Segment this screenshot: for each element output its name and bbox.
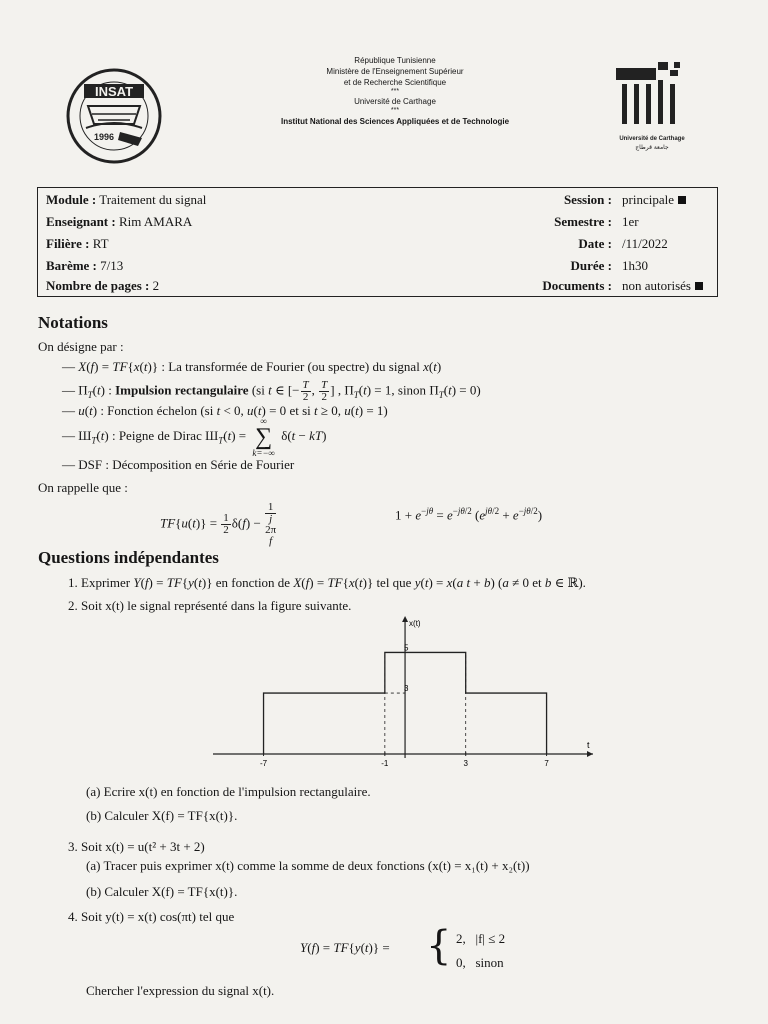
- notations-title: Notations: [38, 313, 108, 332]
- question-2a: (a) Ecrire x(t) en fonction de l'impulsion rectangulaire.: [86, 784, 371, 799]
- documents-row: [38, 277, 717, 295]
- question-4: 4. Soit y(t) = x(t) cos(πt) tel que: [68, 909, 235, 924]
- y-tick-label: 3: [404, 684, 409, 694]
- module-label: Module :: [46, 192, 97, 207]
- header-stars-2: ***: [390, 107, 400, 114]
- notation-fourier-text: : La transformée de Fourier (ou spectre) du signal: [161, 359, 420, 374]
- formula-euler: $1 + e^{-j\theta} = e^{-j\theta/2}$ $(e^{j\theta/2} + e^{-j\theta/2})$: [395, 506, 543, 523]
- notation-rect-text: (si: [251, 382, 265, 398]
- y-tick-label: 5: [404, 643, 409, 653]
- module-value: Traitement du signal: [99, 192, 207, 207]
- semestre-label: Semestre :: [554, 214, 612, 229]
- case-1-condition: |f| ≤ 2: [475, 931, 506, 946]
- date-row: [38, 235, 717, 253]
- institution-header: [200, 55, 590, 127]
- notation-item-comb: — $Ш_T(t)$ : Peigne de Dirac $Ш_T(t)$ = ∞ ∑ k=−∞ δ(t − kT): [62, 416, 327, 458]
- question-3b: (b) Calculer X(f) = TF{x(t)}.: [86, 884, 238, 899]
- case-2-value: 0,: [456, 955, 466, 970]
- date-label: Date :: [578, 236, 612, 251]
- notation-item-rect: — $\Pi_T(t)$ : Impulsion rectangulaire (si t ∈ [− $\frac{T}{2}$ , $\frac{T}{2}$ ] , $\Pi_T(t) = 1$, sinon $\Pi_T(t) = 0$): [62, 379, 481, 403]
- question-2b: (b) Calculer X(f) = TF{x(t)}.: [86, 808, 238, 823]
- notation-rect-sinon: sinon: [397, 382, 427, 398]
- x-tick-label: 3: [463, 759, 468, 768]
- bareme-value: 7/13: [100, 258, 124, 273]
- x-axis-arrow-icon: [587, 751, 593, 757]
- x-tick-label: -1: [381, 759, 389, 768]
- filiere-label: Filière :: [46, 236, 90, 251]
- notation-comb-text: : Peigne de Dirac: [111, 427, 202, 443]
- questions-title: Questions indépendantes: [38, 548, 219, 567]
- bareme-label: Barème :: [46, 258, 97, 273]
- semestre-value: 1er: [622, 214, 639, 229]
- case-1: [456, 931, 505, 947]
- q1-text-c: tel que: [376, 575, 412, 590]
- teacher-label: Enseignant :: [46, 214, 116, 229]
- pages-value: 2: [152, 278, 160, 293]
- teacher-value: Rim AMARA: [118, 214, 193, 229]
- question-3: 3. Soit x(t) = u(t² + 3t + 2): [68, 839, 205, 854]
- notation-item-fourier: — X(f) = TF{x(t)} : La transformée de Fourier (ou spectre) du signal x(t): [62, 359, 442, 374]
- y-axis-label: x(t): [409, 619, 421, 628]
- header-line-4: Université de Carthage: [354, 97, 436, 106]
- case-2: [456, 955, 504, 971]
- notation-item-step: — u(t) : Fonction échelon (si t < 0, u(t) = 0 et si t ≥ 0, u(t) = 1): [62, 403, 388, 418]
- brace-symbol: {: [426, 923, 452, 969]
- notation-rect-bold: Impulsion rectangulaire: [115, 382, 249, 398]
- logo-caption: Université de Carthage: [619, 136, 685, 142]
- header-line-1: République Tunisienne: [354, 56, 436, 65]
- q1-text-a: 1. Exprimer: [68, 575, 131, 590]
- filled-square-icon: [695, 282, 703, 290]
- notation-step-text: : Fonction échelon (si: [100, 403, 214, 418]
- case-2-condition: sinon: [475, 955, 504, 970]
- question-1: 1. Exprimer Y(f) = TF{y(t)} en fonction de X(f) = TF{x(t)} tel que y(t) = x(a t + b) (a ≠ 0 et b ∈ ℝ).: [68, 575, 586, 590]
- session-label: Session :: [563, 192, 612, 207]
- session-row: [38, 191, 717, 209]
- duree-value: 1h30: [622, 258, 648, 273]
- insat-logo: [64, 66, 164, 166]
- carthage-university-logo: [612, 60, 692, 156]
- case-1-value: 2,: [456, 931, 466, 946]
- filled-square-icon: [678, 196, 686, 204]
- semestre-row: [38, 213, 717, 231]
- duree-row: [38, 257, 717, 275]
- notation-step-and: et si: [289, 403, 311, 418]
- exam-info-box: [37, 187, 718, 297]
- formula-y-spectrum: Y(f) = TF{y(t)} =: [300, 940, 390, 955]
- documents-label: Documents :: [542, 278, 612, 293]
- filiere-value: RT: [92, 236, 109, 251]
- logo-caption-arabic: جامعة قرطاج: [635, 144, 669, 151]
- duree-label: Durée :: [570, 258, 612, 273]
- x-axis-label: t: [587, 740, 590, 750]
- header-line-3: et de Recherche Scientifique: [343, 78, 447, 87]
- signal-plot: [205, 614, 595, 774]
- question-3a: (a) Tracer puis exprimer x(t) comme la somme de deux fonctions (x(t) = x₁(t) + x₂(t)): [86, 858, 530, 873]
- question-4-end: Chercher l'expression du signal x(t).: [86, 983, 275, 998]
- formula-tf-step: TF{u(t)} = $\frac{1}{2}$ δ(f) − 1 j 2π f: [160, 501, 277, 547]
- header-line-2: Ministère de l'Enseignement Supérieur: [326, 67, 464, 76]
- logo-year: 1996: [93, 132, 115, 142]
- documents-value: non autorisés: [622, 278, 691, 293]
- x-tick-label: 7: [544, 759, 549, 768]
- recall-intro: On rappelle que :: [38, 480, 128, 495]
- q1-text-d: et: [532, 575, 542, 590]
- notation-item-dsf: — DSF : Décomposition en Série de Fourier: [62, 457, 295, 472]
- date-value: /11/2022: [622, 236, 668, 251]
- pages-label: Nombre de pages :: [46, 278, 150, 293]
- logo-text: INSAT: [94, 84, 134, 99]
- notations-intro: On désigne par :: [38, 339, 124, 354]
- session-value: principale: [622, 192, 674, 207]
- y-axis-arrow-icon: [402, 616, 408, 622]
- header-stars-1: ***: [390, 88, 400, 95]
- x-tick-label: -7: [259, 759, 268, 768]
- header-line-5: Institut National des Sciences Appliquées et de Technologie: [280, 117, 510, 126]
- question-2: 2. Soit x(t) le signal représenté dans la figure suivante.: [68, 598, 352, 613]
- q1-text-b: en fonction de: [215, 575, 291, 590]
